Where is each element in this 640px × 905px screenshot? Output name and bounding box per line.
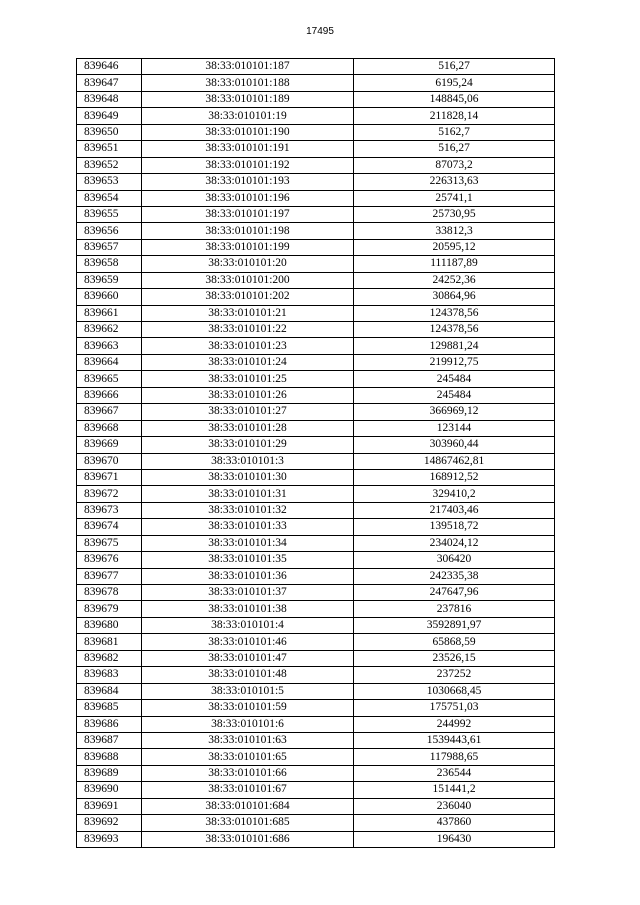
row-number-cell: 839677 <box>77 568 142 584</box>
row-number-cell: 839685 <box>77 700 142 716</box>
row-number-cell: 839681 <box>77 634 142 650</box>
table-row <box>77 617 555 633</box>
row-number-cell: 839670 <box>77 453 142 469</box>
cadastral-value-cell: 129881,24 <box>354 338 555 354</box>
cadastral-value-cell: 139518,72 <box>354 519 555 535</box>
row-number-cell: 839693 <box>77 831 142 847</box>
row-number-cell: 839678 <box>77 585 142 601</box>
table-row <box>77 387 555 403</box>
row-number-cell: 839655 <box>77 206 142 222</box>
cadastral-value-cell: 87073,2 <box>354 157 555 173</box>
table-row <box>77 75 555 91</box>
cadastral-value-cell: 20595,12 <box>354 239 555 255</box>
row-number-cell: 839664 <box>77 354 142 370</box>
row-number-cell: 839687 <box>77 732 142 748</box>
table-row <box>77 469 555 485</box>
cadastral-number-cell: 38:33:010101:32 <box>142 502 354 518</box>
table-row <box>77 732 555 748</box>
row-number-cell: 839676 <box>77 552 142 568</box>
cadastral-number-cell: 38:33:010101:200 <box>142 272 354 288</box>
cadastral-value-cell: 516,27 <box>354 141 555 157</box>
row-number-cell: 839668 <box>77 420 142 436</box>
row-number-cell: 839673 <box>77 502 142 518</box>
cadastral-value-cell: 111187,89 <box>354 256 555 272</box>
cadastral-number-cell: 38:33:010101:6 <box>142 716 354 732</box>
cadastral-number-cell: 38:33:010101:47 <box>142 650 354 666</box>
table-row <box>77 831 555 847</box>
cadastral-value-cell: 236040 <box>354 798 555 814</box>
cadastral-value-cell: 226313,63 <box>354 174 555 190</box>
cadastral-number-cell: 38:33:010101:33 <box>142 519 354 535</box>
row-number-cell: 839658 <box>77 256 142 272</box>
cadastral-number-cell: 38:33:010101:685 <box>142 815 354 831</box>
table-row <box>77 601 555 617</box>
cadastral-number-cell: 38:33:010101:197 <box>142 206 354 222</box>
table-row <box>77 124 555 140</box>
cadastral-value-cell: 219912,75 <box>354 354 555 370</box>
cadastral-number-cell: 38:33:010101:191 <box>142 141 354 157</box>
row-number-cell: 839686 <box>77 716 142 732</box>
cadastral-number-cell: 38:33:010101:23 <box>142 338 354 354</box>
row-number-cell: 839682 <box>77 650 142 666</box>
cadastral-number-cell: 38:33:010101:38 <box>142 601 354 617</box>
cadastral-value-cell: 168912,52 <box>354 469 555 485</box>
cadastral-value-cell: 366969,12 <box>354 404 555 420</box>
row-number-cell: 839672 <box>77 486 142 502</box>
cadastral-number-cell: 38:33:010101:28 <box>142 420 354 436</box>
cadastral-value-cell: 245484 <box>354 387 555 403</box>
cadastral-number-cell: 38:33:010101:48 <box>142 667 354 683</box>
cadastral-number-cell: 38:33:010101:63 <box>142 732 354 748</box>
table-row <box>77 568 555 584</box>
row-number-cell: 839653 <box>77 174 142 190</box>
cadastral-number-cell: 38:33:010101:25 <box>142 371 354 387</box>
cadastral-value-cell: 65868,59 <box>354 634 555 650</box>
cadastral-value-cell: 237252 <box>354 667 555 683</box>
cadastral-number-cell: 38:33:010101:66 <box>142 765 354 781</box>
row-number-cell: 839646 <box>77 59 142 75</box>
cadastral-value-cell: 117988,65 <box>354 749 555 765</box>
table-row <box>77 239 555 255</box>
row-number-cell: 839667 <box>77 404 142 420</box>
row-number-cell: 839648 <box>77 91 142 107</box>
cadastral-value-cell: 25741,1 <box>354 190 555 206</box>
cadastral-number-cell: 38:33:010101:188 <box>142 75 354 91</box>
cadastral-number-cell: 38:33:010101:190 <box>142 124 354 140</box>
cadastral-number-cell: 38:33:010101:189 <box>142 91 354 107</box>
table-row <box>77 782 555 798</box>
row-number-cell: 839690 <box>77 782 142 798</box>
table-row <box>77 667 555 683</box>
cadastral-value-cell: 303960,44 <box>354 437 555 453</box>
cadastral-value-cell: 124378,56 <box>354 322 555 338</box>
table-row <box>77 272 555 288</box>
cadastral-value-cell: 5162,7 <box>354 124 555 140</box>
cadastral-value-cell: 516,27 <box>354 59 555 75</box>
cadastral-value-cell: 217403,46 <box>354 502 555 518</box>
table-row <box>77 552 555 568</box>
row-number-cell: 839661 <box>77 305 142 321</box>
cadastral-value-cell: 24252,36 <box>354 272 555 288</box>
cadastral-number-cell: 38:33:010101:20 <box>142 256 354 272</box>
cadastral-value-cell: 234024,12 <box>354 535 555 551</box>
cadastral-number-cell: 38:33:010101:684 <box>142 798 354 814</box>
cadastral-number-cell: 38:33:010101:187 <box>142 59 354 75</box>
table-row <box>77 174 555 190</box>
cadastral-value-cell: 329410,2 <box>354 486 555 502</box>
cadastral-number-cell: 38:33:010101:193 <box>142 174 354 190</box>
table-row <box>77 289 555 305</box>
row-number-cell: 839669 <box>77 437 142 453</box>
cadastral-number-cell: 38:33:010101:686 <box>142 831 354 847</box>
cadastral-value-cell: 124378,56 <box>354 305 555 321</box>
table-row <box>77 519 555 535</box>
cadastral-value-cell: 236544 <box>354 765 555 781</box>
row-number-cell: 839684 <box>77 683 142 699</box>
table-row <box>77 683 555 699</box>
row-number-cell: 839675 <box>77 535 142 551</box>
table-row <box>77 338 555 354</box>
table-row <box>77 141 555 157</box>
table-row <box>77 190 555 206</box>
cadastral-number-cell: 38:33:010101:3 <box>142 453 354 469</box>
page-number: 17495 <box>306 26 334 37</box>
table-row <box>77 305 555 321</box>
cadastral-number-cell: 38:33:010101:21 <box>142 305 354 321</box>
cadastral-value-cell: 123144 <box>354 420 555 436</box>
table-body <box>77 59 555 848</box>
row-number-cell: 839683 <box>77 667 142 683</box>
cadastral-number-cell: 38:33:010101:27 <box>142 404 354 420</box>
cadastral-value-table <box>76 58 555 848</box>
cadastral-number-cell: 38:33:010101:65 <box>142 749 354 765</box>
table-row <box>77 322 555 338</box>
table-row <box>77 634 555 650</box>
table-row <box>77 59 555 75</box>
table-row <box>77 91 555 107</box>
row-number-cell: 839680 <box>77 617 142 633</box>
table-row <box>77 404 555 420</box>
cadastral-number-cell: 38:33:010101:24 <box>142 354 354 370</box>
cadastral-value-cell: 1030668,45 <box>354 683 555 699</box>
row-number-cell: 839679 <box>77 601 142 617</box>
row-number-cell: 839662 <box>77 322 142 338</box>
table-row <box>77 108 555 124</box>
row-number-cell: 839689 <box>77 765 142 781</box>
cadastral-number-cell: 38:33:010101:34 <box>142 535 354 551</box>
table-row <box>77 453 555 469</box>
cadastral-number-cell: 38:33:010101:30 <box>142 469 354 485</box>
cadastral-value-cell: 25730,95 <box>354 206 555 222</box>
cadastral-value-cell: 14867462,81 <box>354 453 555 469</box>
cadastral-value-cell: 23526,15 <box>354 650 555 666</box>
row-number-cell: 839652 <box>77 157 142 173</box>
table-row <box>77 502 555 518</box>
row-number-cell: 839660 <box>77 289 142 305</box>
row-number-cell: 839665 <box>77 371 142 387</box>
row-number-cell: 839656 <box>77 223 142 239</box>
table-row <box>77 798 555 814</box>
cadastral-number-cell: 38:33:010101:31 <box>142 486 354 502</box>
cadastral-number-cell: 38:33:010101:198 <box>142 223 354 239</box>
table-row <box>77 650 555 666</box>
table-row <box>77 157 555 173</box>
table-row <box>77 765 555 781</box>
cadastral-number-cell: 38:33:010101:199 <box>142 239 354 255</box>
table-row <box>77 256 555 272</box>
row-number-cell: 839651 <box>77 141 142 157</box>
cadastral-value-cell: 244992 <box>354 716 555 732</box>
table-row <box>77 700 555 716</box>
row-number-cell: 839674 <box>77 519 142 535</box>
cadastral-value-cell: 245484 <box>354 371 555 387</box>
table-row <box>77 585 555 601</box>
cadastral-number-cell: 38:33:010101:37 <box>142 585 354 601</box>
cadastral-number-cell: 38:33:010101:4 <box>142 617 354 633</box>
row-number-cell: 839647 <box>77 75 142 91</box>
table-row <box>77 749 555 765</box>
cadastral-value-cell: 437860 <box>354 815 555 831</box>
row-number-cell: 839649 <box>77 108 142 124</box>
table-row <box>77 716 555 732</box>
cadastral-number-cell: 38:33:010101:202 <box>142 289 354 305</box>
cadastral-value-cell: 151441,2 <box>354 782 555 798</box>
cadastral-number-cell: 38:33:010101:22 <box>142 322 354 338</box>
table-row <box>77 437 555 453</box>
cadastral-number-cell: 38:33:010101:5 <box>142 683 354 699</box>
cadastral-number-cell: 38:33:010101:29 <box>142 437 354 453</box>
cadastral-value-cell: 175751,03 <box>354 700 555 716</box>
row-number-cell: 839666 <box>77 387 142 403</box>
table-row <box>77 206 555 222</box>
cadastral-number-cell: 38:33:010101:26 <box>142 387 354 403</box>
table-row <box>77 420 555 436</box>
table-row <box>77 223 555 239</box>
cadastral-value-cell: 306420 <box>354 552 555 568</box>
table-row <box>77 535 555 551</box>
row-number-cell: 839663 <box>77 338 142 354</box>
cadastral-value-cell: 6195,24 <box>354 75 555 91</box>
cadastral-value-cell: 237816 <box>354 601 555 617</box>
cadastral-value-cell: 148845,06 <box>354 91 555 107</box>
cadastral-number-cell: 38:33:010101:35 <box>142 552 354 568</box>
row-number-cell: 839659 <box>77 272 142 288</box>
cadastral-number-cell: 38:33:010101:192 <box>142 157 354 173</box>
cadastral-value-cell: 33812,3 <box>354 223 555 239</box>
cadastral-value-cell: 3592891,97 <box>354 617 555 633</box>
cadastral-number-cell: 38:33:010101:67 <box>142 782 354 798</box>
row-number-cell: 839692 <box>77 815 142 831</box>
cadastral-number-cell: 38:33:010101:36 <box>142 568 354 584</box>
cadastral-number-cell: 38:33:010101:46 <box>142 634 354 650</box>
row-number-cell: 839654 <box>77 190 142 206</box>
table-row <box>77 486 555 502</box>
row-number-cell: 839691 <box>77 798 142 814</box>
cadastral-value-cell: 30864,96 <box>354 289 555 305</box>
row-number-cell: 839657 <box>77 239 142 255</box>
cadastral-number-cell: 38:33:010101:196 <box>142 190 354 206</box>
table-row <box>77 354 555 370</box>
row-number-cell: 839650 <box>77 124 142 140</box>
cadastral-value-cell: 247647,96 <box>354 585 555 601</box>
cadastral-value-cell: 196430 <box>354 831 555 847</box>
cadastral-value-cell: 242335,38 <box>354 568 555 584</box>
table-row <box>77 371 555 387</box>
cadastral-value-cell: 211828,14 <box>354 108 555 124</box>
cadastral-value-cell: 1539443,61 <box>354 732 555 748</box>
cadastral-number-cell: 38:33:010101:59 <box>142 700 354 716</box>
table-row <box>77 815 555 831</box>
row-number-cell: 839671 <box>77 469 142 485</box>
cadastral-number-cell: 38:33:010101:19 <box>142 108 354 124</box>
row-number-cell: 839688 <box>77 749 142 765</box>
